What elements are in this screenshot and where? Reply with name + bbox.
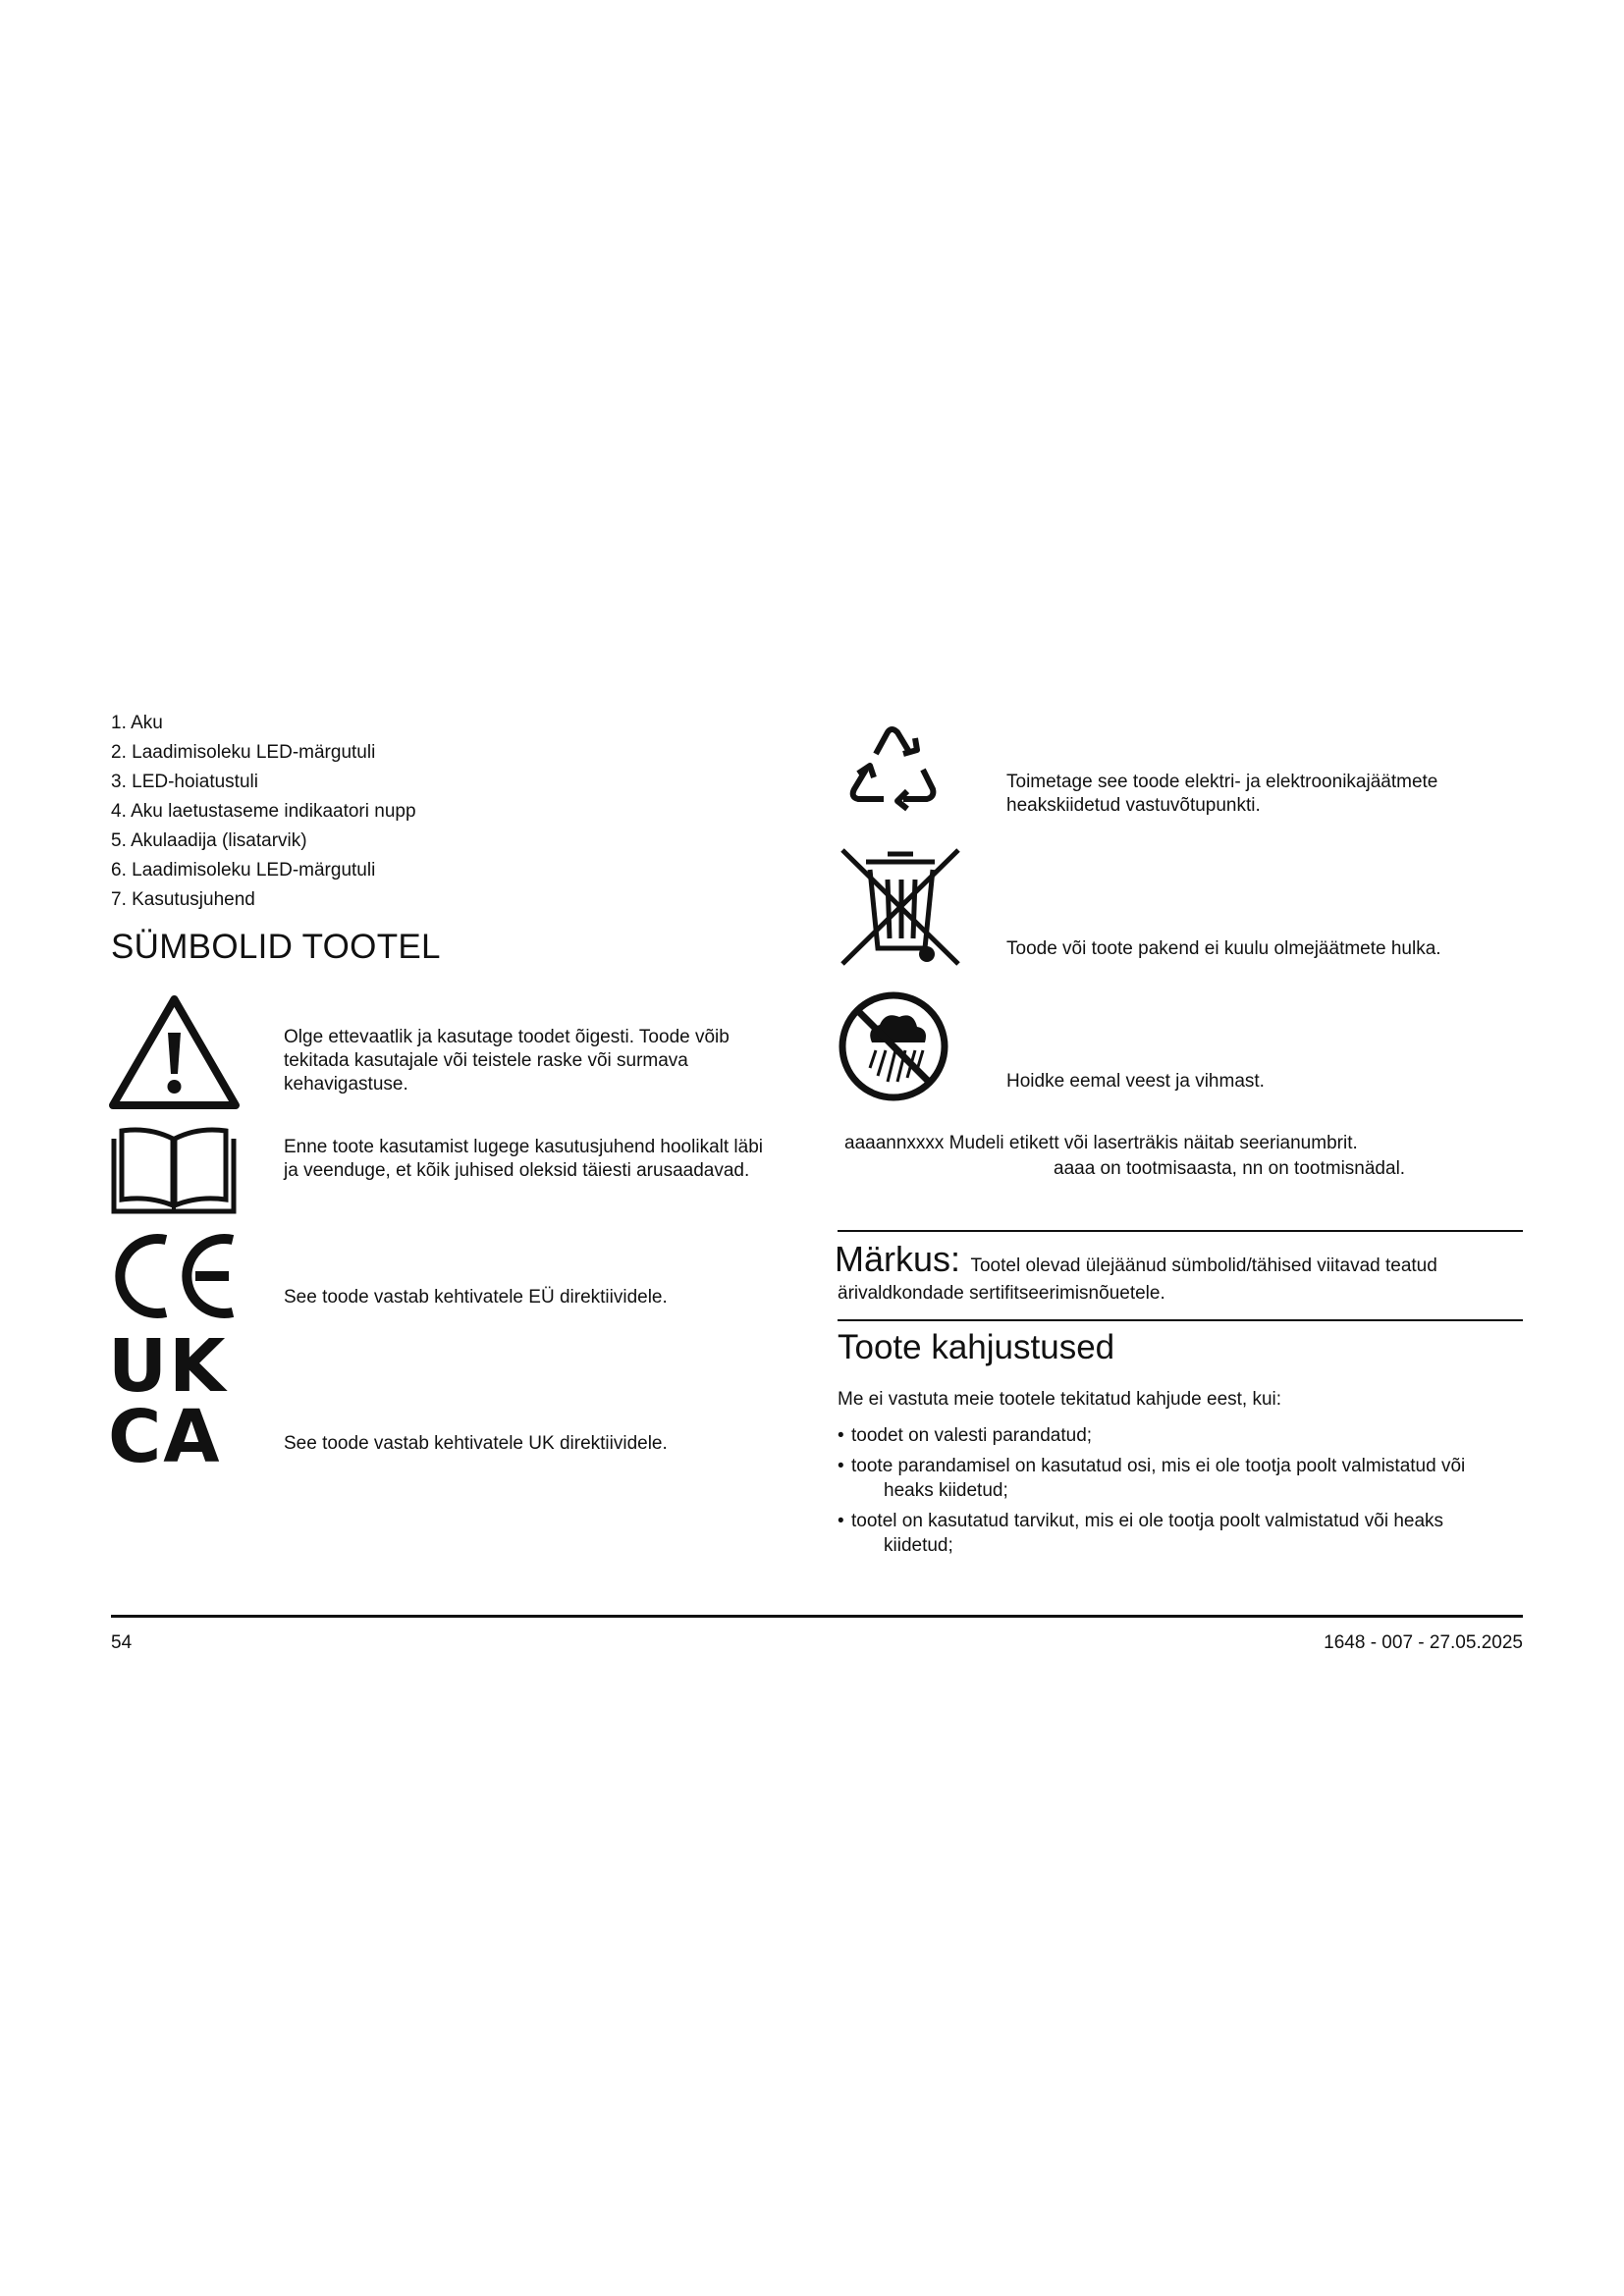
parts-list-item: 6. Laadimisoleku LED-märgutuli xyxy=(111,860,376,881)
damages-bullet-text: tootel on kasutatud tarvikut, mis ei ole tootja poolt valmistatud või heaks kiidetud; xyxy=(851,1511,1444,1556)
damages-bullet-text: toodet on valesti parandatud; xyxy=(851,1425,1093,1446)
recycle-icon xyxy=(837,715,947,825)
warning-description: Olge ettevaatlik ja kasutage toodet õigesti. Toode võib tekitada kasutajale või teistele raske või surmava kehavigastuse. xyxy=(284,1027,730,1095)
parts-list xyxy=(111,709,416,915)
damages-heading: Toote kahjustused xyxy=(838,1328,1115,1366)
parts-list-item: 5. Akulaadija (lisatarvik) xyxy=(111,830,307,851)
ukca-description: See toode vastab kehtivatele UK direktiividele. xyxy=(284,1433,668,1454)
footer-divider xyxy=(111,1615,1523,1618)
list-item xyxy=(838,1423,1505,1448)
ukca-mark-bottom: CA xyxy=(108,1395,222,1479)
read-manual-icon xyxy=(110,1127,238,1215)
bullet-dot: • xyxy=(838,1511,844,1531)
list-item xyxy=(838,1509,1505,1558)
crossed-bin-icon xyxy=(837,844,964,970)
bin-description: Toode või toote pakend ei kuulu olmejäätmete hulka. xyxy=(1006,938,1441,959)
note-bottom-divider xyxy=(838,1319,1523,1321)
parts-list-item: 1. Aku xyxy=(111,713,163,733)
recycle-description: Toimetage see toode elektri- ja elektroonikajäätmete heakskiidetud vastuvõtupunkti. xyxy=(1006,772,1438,816)
list-item xyxy=(838,1454,1505,1503)
damages-intro: Me ei vastuta meie tootele tekitatud kahjude eest, kui: xyxy=(838,1389,1282,1410)
damages-list xyxy=(838,1423,1505,1564)
bullet-dot: • xyxy=(838,1456,844,1476)
damages-bullet-text: toote parandamisel on kasutatud osi, mis ei ole tootja poolt valmistatud või heaks kiidetud; xyxy=(851,1456,1466,1501)
symbols-heading: SÜMBOLID TOOTEL xyxy=(111,928,441,966)
warning-triangle-icon xyxy=(108,993,241,1111)
note-top-divider xyxy=(838,1230,1523,1232)
ukca-mark-top: UK xyxy=(108,1324,228,1409)
serial-line-2: aaaa on tootmisaasta, nn on tootmisnädal. xyxy=(1054,1158,1406,1179)
serial-line-1: aaaannxxxx Mudeli etikett või laserträkis näitab seerianumbrit. xyxy=(844,1133,1358,1153)
note-title: Märkus: xyxy=(835,1239,961,1279)
rain-description: Hoidke eemal veest ja vihmast. xyxy=(1006,1071,1265,1092)
ce-description: See toode vastab kehtivatele EÜ direktiividele. xyxy=(284,1287,668,1308)
document-id: 1648 - 007 - 27.05.2025 xyxy=(1324,1632,1523,1653)
ce-mark-icon xyxy=(111,1232,239,1320)
parts-list-item: 2. Laadimisoleku LED-märgutuli xyxy=(111,742,376,763)
note-text-1: Tootel olevad ülejäänud sümbolid/tähised viitavad teatud xyxy=(970,1255,1437,1276)
parts-list-item: 7. Kasutusjuhend xyxy=(111,889,255,910)
parts-list-item: 4. Aku laetustaseme indikaatori nupp xyxy=(111,801,416,822)
note-block xyxy=(835,1239,1522,1280)
parts-list-item: 3. LED-hoiatustuli xyxy=(111,772,258,792)
bullet-dot: • xyxy=(838,1425,844,1446)
page-number: 54 xyxy=(111,1632,133,1653)
ukca-mark-icon xyxy=(108,1324,241,1479)
no-rain-icon xyxy=(837,989,950,1103)
manual-description: Enne toote kasutamist lugege kasutusjuhend hoolikalt läbi ja veenduge, et kõik juhised oleksid täiesti arusaadavad. xyxy=(284,1137,763,1181)
note-text-2: ärivaldkondade sertifitseerimisnõuetele. xyxy=(838,1283,1165,1304)
